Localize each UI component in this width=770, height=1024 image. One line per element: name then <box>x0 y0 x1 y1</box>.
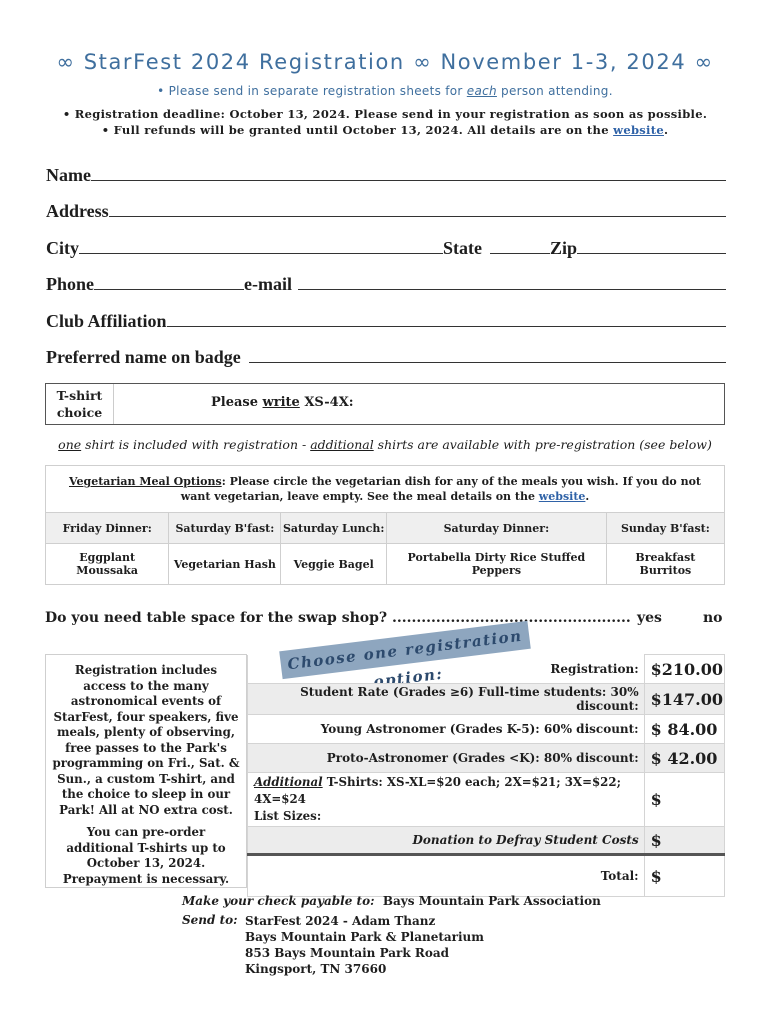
website-link[interactable]: website <box>613 123 664 137</box>
fee-price-proto[interactable]: $ 42.00 <box>644 744 724 773</box>
total-label: Total: <box>248 855 645 897</box>
preorder-info-text: You can pre-order additional T-shirts up to October 13, 2024. Prepayment is necessary. <box>62 825 230 886</box>
phone-email-field[interactable] <box>46 269 726 295</box>
state-line[interactable] <box>490 253 550 254</box>
tshirt-caption: T-shirt choice <box>46 384 114 424</box>
address-line[interactable] <box>109 216 726 217</box>
check-payable-line: Make your check payable to: Bays Mountain Park Association <box>182 894 601 908</box>
tshirt-instruction: Please write XS-4X: <box>211 395 354 410</box>
refund-note: • Full refunds will be granted until October 13, 2024. All details are on the website. <box>101 123 669 137</box>
send-to-label: Send to: <box>182 913 238 927</box>
address-label: Address <box>46 201 109 221</box>
day-saturday-lunch: Saturday Lunch: <box>281 513 387 544</box>
fee-label-proto: Proto-Astronomer (Grades <K): 80% discount: <box>248 744 645 773</box>
badge-label: Preferred name on badge <box>46 347 241 367</box>
registration-info-box <box>45 654 247 888</box>
swap-yes-option[interactable]: yes <box>637 610 662 626</box>
dish-option[interactable]: Breakfast Burritos <box>606 544 724 585</box>
mailing-address: StarFest 2024 - Adam Thanz Bays Mountain Park & Planetarium 853 Bays Mountain Park Road Kingsport, TN 37660 <box>245 914 484 976</box>
fee-label-registration: Registration: <box>248 655 645 684</box>
badge-field[interactable] <box>46 342 726 368</box>
dish-option[interactable]: Portabella Dirty Rice Stuffed Peppers <box>387 544 607 585</box>
page-title: ∞ StarFest 2024 Registration ∞ November 1-3, 2024 ∞ <box>56 50 714 74</box>
swap-shop-question: Do you need table space for the swap shop? ................................................. yes no <box>45 610 723 626</box>
day-saturday-breakfast: Saturday B'fast: <box>169 513 281 544</box>
deadline-note: • Registration deadline: October 13, 2024. Please send in your registration as soon as possible. <box>62 107 708 121</box>
day-friday-dinner: Friday Dinner: <box>46 513 169 544</box>
club-label: Club Affiliation <box>46 311 167 331</box>
donation-price[interactable]: $ <box>644 827 724 855</box>
shirts-price[interactable]: $ <box>644 773 724 827</box>
fee-price-student[interactable]: $147.00 <box>644 684 724 715</box>
additional-shirts-cell[interactable]: Additional T-Shirts: XS-XL=$20 each; 2X=$21; 3X=$22; 4X=$24 List Sizes: <box>248 773 645 827</box>
state-label: State <box>443 238 482 258</box>
city-label: City <box>46 238 79 258</box>
fee-label-student: Student Rate (Grades ≥6) Full-time students: 30% discount: <box>248 684 645 715</box>
registration-info-text: Registration includes access to the many astronomical events of StarFest, four speakers, five meals, plenty of observing, free passes to the Park's programming on Fri., Sat. & Sun., a custom T-shirt, and the choice to sleep in our Park! All at NO extra cost. <box>52 663 240 817</box>
dish-option[interactable]: Veggie Bagel <box>281 544 387 585</box>
day-sunday-breakfast: Sunday B'fast: <box>606 513 724 544</box>
name-line[interactable] <box>91 180 726 181</box>
swap-no-option[interactable]: no <box>703 610 723 626</box>
email-label: e-mail <box>244 274 292 294</box>
tshirt-choice-box[interactable] <box>45 383 725 425</box>
registration-fee-table <box>247 654 725 897</box>
shirt-note: one shirt is included with registration - additional shirts are available with pre-registration (see below) <box>58 437 712 452</box>
zip-label: Zip <box>550 238 578 258</box>
emphasis-each: each <box>466 84 497 98</box>
zip-line[interactable] <box>577 253 726 254</box>
total-price[interactable]: $ <box>644 855 724 897</box>
dish-option[interactable]: Eggplant Moussaka <box>46 544 169 585</box>
club-field[interactable] <box>46 306 726 332</box>
vegetarian-heading: Vegetarian Meal Options: Please circle the vegetarian dish for any of the meals you wish. If you do not want vegetarian, leave empty. See the meal details on the website. <box>46 466 725 513</box>
dish-option[interactable]: Vegetarian Hash <box>169 544 281 585</box>
donation-label: Donation to Defray Student Costs <box>248 827 645 855</box>
phone-line[interactable] <box>94 289 244 290</box>
fee-label-young: Young Astronomer (Grades K-5): 60% discount: <box>248 715 645 744</box>
fee-price-young[interactable]: $ 84.00 <box>644 715 724 744</box>
vegetarian-options-table <box>45 465 725 585</box>
city-line[interactable] <box>79 253 443 254</box>
fee-price-registration[interactable]: $210.00 <box>644 655 724 684</box>
phone-label: Phone <box>46 274 95 294</box>
name-label: Name <box>46 165 91 185</box>
email-line[interactable] <box>298 289 726 290</box>
badge-line[interactable] <box>249 362 726 363</box>
city-state-zip-field[interactable] <box>46 233 726 259</box>
day-saturday-dinner: Saturday Dinner: <box>387 513 607 544</box>
meal-website-link[interactable]: website <box>538 490 586 503</box>
choose-option-banner: Choose one registration option: <box>279 621 531 679</box>
list-sizes-label: List Sizes: <box>254 809 322 823</box>
address-field[interactable] <box>46 196 726 222</box>
instruction-separate-sheets: • Please send in separate registration sheets for each person attending. <box>157 84 613 98</box>
name-field[interactable] <box>46 160 726 186</box>
club-line[interactable] <box>167 326 726 327</box>
